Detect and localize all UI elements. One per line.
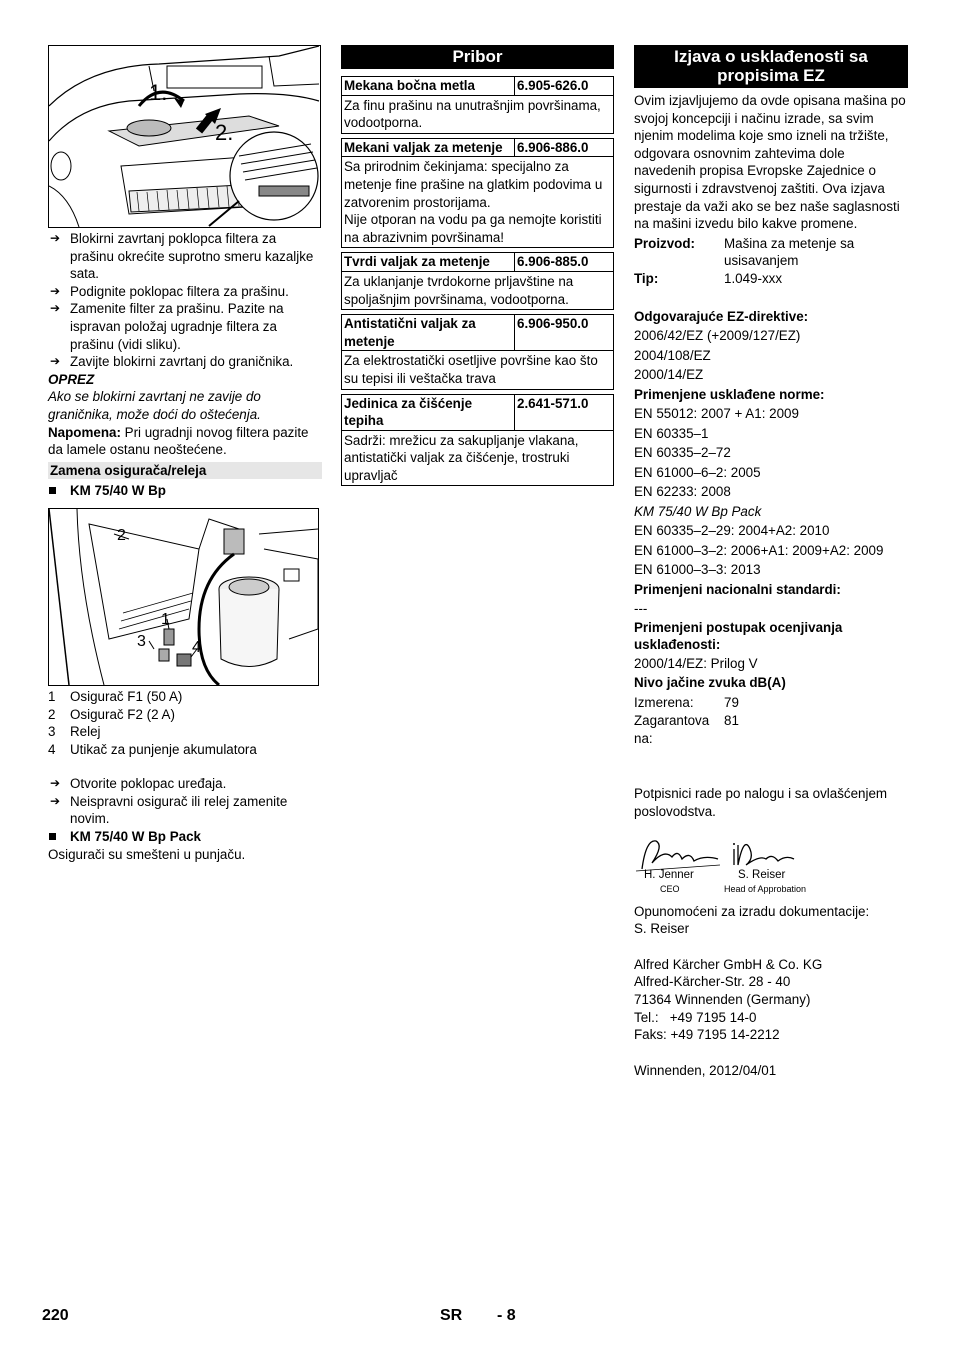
product-row: Proizvod: Mašina za metenje sa usisavanjem (634, 235, 855, 269)
accessory-item (341, 314, 614, 389)
accessory-description: Za elektrostatički osetljive površine kao što su tepisi ili veštačka trava (344, 353, 598, 386)
square-bullet-icon (49, 833, 56, 840)
norm: EN 61000–3–2: 2006+A1: 2009+A2: 2009 (634, 542, 884, 558)
column-declaration (634, 45, 908, 1079)
national-value: --- (634, 601, 648, 617)
norm: EN 60335–1 (634, 425, 709, 441)
type-row: Tip: 1.049-xxx (634, 270, 783, 286)
national-label: Primenjeni nacionalni standardi: (634, 581, 841, 597)
accessory-item (341, 394, 614, 487)
fuses-illustration (49, 509, 318, 685)
arrow-right-icon: ➔ (50, 793, 61, 808)
signature-1-role: CEO (660, 883, 680, 894)
accessory-description: Sadrži: mrežicu za sakupljanje vlakana, antistatički valjak za čišćenje, trostruki upravljač (344, 432, 579, 483)
section-subhead-fuses: Zamena osigurača/releja (48, 462, 322, 480)
step-item: ➔ Zamenite filter za prašinu. Pazite na ispravan položaj ugradnje filtera za prašinu (vidi sliku). (50, 301, 284, 352)
address (634, 956, 908, 1044)
model-item: KM 75/40 W Bp (48, 482, 322, 500)
norm: EN 62233: 2008 (634, 484, 731, 500)
address-line: Alfred-Kärcher-Str. 28 - 40 (634, 974, 791, 990)
measured-row: Izmerena: 79 (634, 694, 739, 710)
signature-2-name: S. Reiser (738, 868, 786, 881)
caution-text: Ako se blokirni zavrtanj ne zavije do graničnika, može doći do oštećenja. (48, 389, 261, 422)
accessory-name: Mekani valjak za metenje (344, 139, 503, 155)
accessory-code: 6.905-626.0 (514, 77, 613, 95)
accessory-name: Mekana bočna metla (344, 78, 475, 93)
fuse-legend (48, 688, 322, 758)
directive: 2006/42/EZ (+2009/127/EZ) (634, 328, 801, 344)
arrow-right-icon: ➔ (50, 283, 61, 298)
dust-filter-illustration (49, 46, 320, 227)
step-item: ➔ Podignite poklopac filtera za prašinu. (50, 283, 289, 299)
guaranteed-row: Zagarantova na: 81 (634, 713, 739, 746)
model-item: KM 75/40 W Bp Pack (48, 828, 322, 846)
signatures (634, 835, 908, 895)
legend-item: 1 Osigurač F1 (50 A) (48, 688, 183, 704)
accessory-description: Sa prirodnim čekinjama: specijalno za metenje fine prašine na glatkim podovima u zatvorenim prostorijama. Nije otporan na vodu pa ga nemojte koristiti na abrazivnim površinama! (344, 159, 603, 245)
callout-4: 4 (192, 638, 201, 656)
directive: 2000/14/EZ (634, 367, 704, 383)
language-code: SR (440, 1307, 463, 1324)
arrow-right-icon: ➔ (50, 231, 61, 245)
signature-1-name: H. Jenner (644, 868, 694, 881)
declaration-intro: Ovim izjavljujemo da ovde opisana mašina po svojoj koncepciji i načinu izrade, sa svim njenim modelima koje smo izneli na tržište, odgovara osnovnim zahtevima dole navedenih propisa Evropske Zajednice o sigurnosti i zdravstvenoj zaštiti. Ova izjava prestaje da važi ako se bez naše saglasnosti na mašini izvedu bilo kakve promene. (634, 93, 906, 232)
signature-2-role: Head of Approbation (724, 883, 807, 894)
arrow-right-icon: ➔ (50, 354, 61, 369)
column-maintenance (48, 45, 322, 863)
norm: EN 60335–2–29: 2004+A2: 2010 (634, 523, 830, 539)
accessory-code: 6.906-886.0 (514, 139, 613, 157)
callout-2: 2 (117, 526, 126, 544)
directive: 2004/108/EZ (634, 347, 711, 363)
legend-item: 2 Osigurač F2 (2 A) (48, 706, 175, 722)
signatories-text: Potpisnici rade po nalogu i sa ovlašćenjem poslovodstva. (634, 786, 888, 819)
step-item: ➔ Otvorite poklopac uređaja. (50, 776, 227, 792)
accessory-name: Tvrdi valjak za metenje (344, 254, 490, 270)
norm: EN 61000–3–3: 2013 (634, 562, 761, 578)
address-line: Alfred Kärcher GmbH & Co. KG (634, 956, 823, 972)
procedure-value: 2000/14/EZ: Prilog V (634, 655, 758, 671)
directives-label: Odgovarajuće EZ-direktive: (634, 308, 809, 324)
steps-filter (48, 230, 322, 371)
accessory-code: 6.906-885.0 (514, 253, 613, 271)
callout-3: 3 (137, 632, 146, 650)
norm: EN 60335–2–72 (634, 445, 731, 461)
sub-page-number: - 8 (497, 1307, 516, 1324)
accessory-code: 2.641-571.0 (514, 395, 613, 430)
figure-label-step-1: 1. (149, 80, 168, 105)
norms-label: Primenjene usklađene norme: (634, 386, 825, 402)
step-item: ➔ Zavijte blokirni zavrtanj do graničnika. (50, 354, 294, 370)
legend-item: 4 Utikač za punjenje akumulatora (48, 741, 257, 757)
pack-label: KM 75/40 W Bp Pack (634, 503, 762, 519)
figure-label-step-2: 2. (215, 120, 234, 145)
address-line: Tel.: +49 7195 14-0 (634, 1009, 757, 1025)
accessory-description: Za uklanjanje tvrdokorne prljavštine na spoljašnjim površinama, vodootporna. (344, 273, 574, 307)
step-item: ➔ Blokirni zavrtanj poklopca filtera za prašinu okrećite suprotno smeru kazaljke sata. (50, 231, 314, 282)
arrow-right-icon: ➔ (50, 301, 61, 316)
norm: EN 55012: 2007 + A1: 2009 (634, 406, 799, 422)
declaration-details (634, 307, 908, 748)
section-title-declaration: Izjava o usklađenosti sa propisima EZ (634, 45, 908, 88)
signature-prefix (728, 835, 729, 853)
figure-fuses (48, 508, 319, 686)
accessory-item (341, 76, 614, 134)
steps-fuses (48, 775, 322, 828)
address-line: Faks: +49 7195 14-2212 (634, 1027, 780, 1043)
figure-dust-filter (48, 45, 321, 228)
accessory-name: Jedinica za čišćenje tepiha (344, 395, 473, 429)
step-item: ➔ Neispravni osigurač ili relej zamenite novim. (50, 793, 288, 827)
column-accessories (341, 45, 614, 486)
legend-item: 3 Relej (48, 724, 101, 740)
arrow-right-icon: ➔ (50, 776, 61, 791)
procedure-label: Primenjeni postupak ocenjivanja usklađenosti: (634, 619, 843, 653)
square-bullet-icon (49, 487, 56, 494)
model2-text: Osigurači su smešteni u punjaču. (48, 846, 246, 862)
noise-label: Nivo jačine zvuka dB(A) (634, 675, 786, 691)
accessory-item (341, 138, 614, 249)
norm: EN 61000–6–2: 2005 (634, 464, 761, 480)
address-line: 71364 Winnenden (Germany) (634, 991, 811, 1007)
date: Winnenden, 2012/04/01 (634, 1062, 777, 1078)
accessory-name: Antistatični valjak za metenje (344, 316, 476, 349)
accessory-item (341, 252, 614, 310)
callout-1: 1 (161, 610, 170, 628)
documentation-label: Opunomoćeni za izradu dokumentacije: (634, 903, 870, 919)
documentation-name: S. Reiser (634, 921, 690, 937)
note: Napomena: Pri ugradnji novog filtera pazite da lamele ostanu neoštećene. (48, 424, 309, 458)
accessory-description: Za finu prašinu na unutrašnjim površinama, vodootporna. (344, 97, 601, 131)
caution-title: OPREZ (48, 371, 95, 387)
accessory-code: 6.906-950.0 (514, 315, 613, 350)
page-number: 220 (42, 1307, 69, 1324)
section-title-accessories: Pribor (341, 45, 614, 69)
